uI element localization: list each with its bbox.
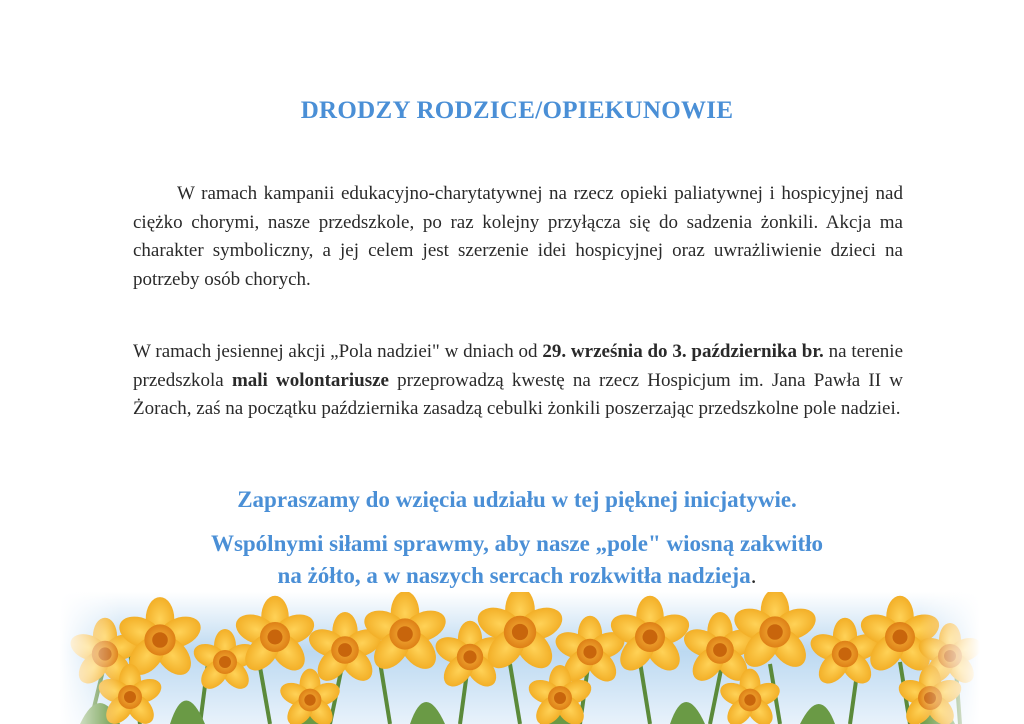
paragraph-action-text-b: na terenie przedszkola bbox=[133, 341, 904, 391]
action-dates: 29. września do 3. października br. bbox=[542, 341, 824, 362]
volunteers-label: mali wolontariusze bbox=[231, 369, 389, 391]
paragraph-action bbox=[133, 338, 903, 424]
invite-line-3 bbox=[0, 563, 1024, 589]
invite-line-1: Zapraszamy do wzięcia udziału w tej pięknej inicjatywie. bbox=[237, 487, 797, 512]
invite-line-3-text: na żółto, a w naszych sercach rozkwitła nadzieja bbox=[277, 563, 751, 588]
paragraph-action-text-a: W ramach jesiennej akcji „Pola nadziei" w dniach od bbox=[133, 341, 543, 362]
daffodil-field-icon bbox=[60, 592, 980, 724]
paragraph-intro bbox=[133, 180, 903, 294]
invite-line-2: Wspólnymi siłami sprawmy, aby nasze „pole" wiosną zakwitło bbox=[210, 531, 824, 556]
paragraph-action-text-c: przeprowadzą kwestę na rzecz Hospicjum im. Jana Pawła II w Żorach, zaś na początku października zasadzą cebulki żonkili poszerzając przedszkolne pole nadziei. bbox=[133, 369, 904, 419]
page-title: DRODZY RODZICE/OPIEKUNOWIE bbox=[300, 97, 734, 124]
paragraph-intro-text: W ramach kampanii edukacyjno-charytatywnej na rzecz opieki paliatywnej i hospicyjnej nad ciężko chorymi, nasze przedszkole, po raz kolejny przyłącza się do sadzenia żonkili. Akcja ma charakter symboliczny, a jej celem jest szerzenie idei hospicyjnej oraz uwrażliwienie dzieci na potrzeby osób chorych. bbox=[133, 183, 903, 290]
invite-line-3-period: . bbox=[750, 563, 757, 588]
